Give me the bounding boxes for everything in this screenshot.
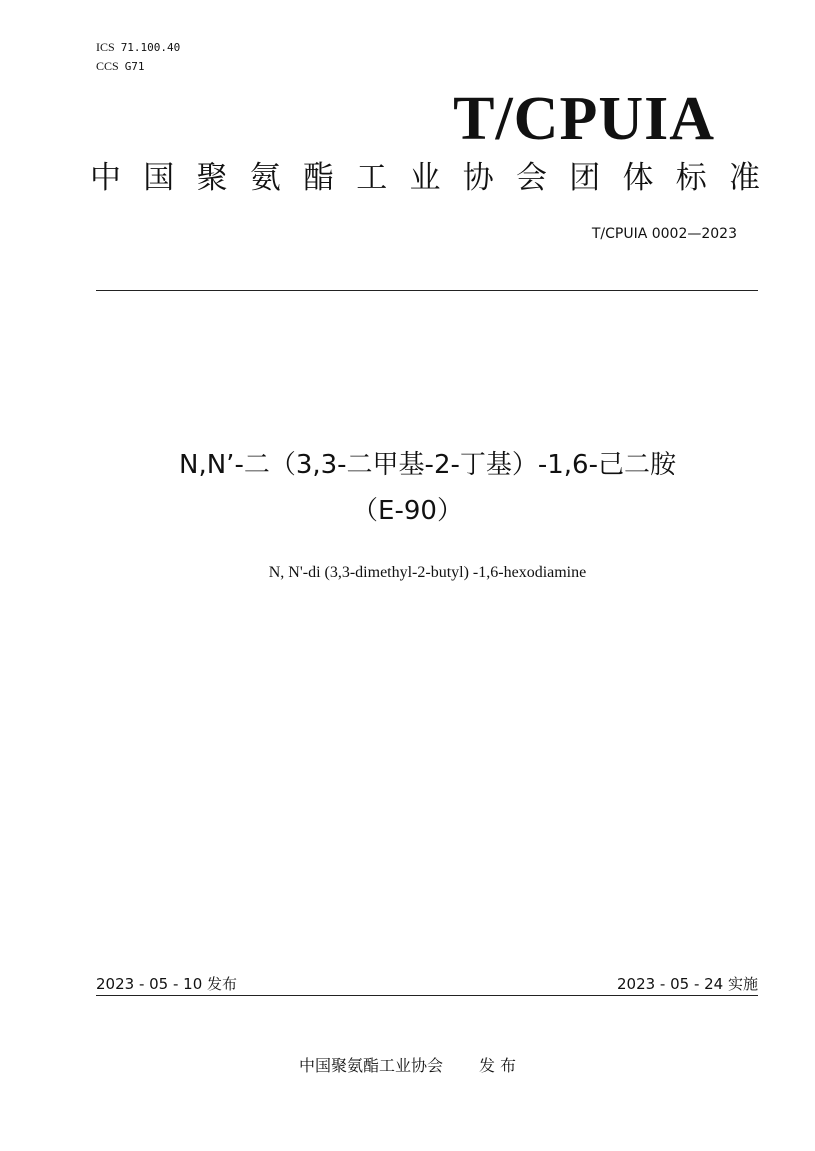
organization-standard-title [90,158,760,198]
org-char: 国 [143,160,175,196]
ics-value: 71.100.40 [120,41,181,54]
implementation-date: 2023 - 05 - 24 实施 [616,975,758,993]
org-char: 会 [516,160,547,196]
publish-date: 2023 - 05 - 10 发布 [96,975,238,993]
org-char: 氨 [249,160,281,196]
org-char: 聚 [196,160,228,196]
ics-label: ICS [96,40,115,54]
org-char: 体 [622,160,654,196]
org-char: 中 [90,160,121,196]
header-divider [96,290,758,291]
org-char: 业 [409,160,441,196]
org-char: 团 [569,160,601,196]
org-char: 工 [356,160,388,196]
publisher-name: 中国聚氨酯工业协会 [298,1056,443,1075]
org-char: 标 [675,160,707,196]
ccs-label: CCS [96,59,119,73]
publish-word: 发 布 [478,1056,517,1075]
document-title-english: N, N'-di (3,3-dimethyl-2-butyl) -1,6-hexodiamine [268,564,587,581]
document-title-chinese: N,N’-二（3,3-二甲基-2-丁基）-1,6-己二胺 [179,450,676,480]
org-char: 准 [729,160,760,196]
ics-line [96,40,180,55]
org-char: 酯 [303,160,334,196]
org-char: 协 [462,160,494,196]
footer-divider [96,995,758,996]
document-title-abbreviation: （E-90） [352,496,463,526]
ccs-line [96,59,145,74]
standard-brand: T/CPUIA [453,85,715,153]
ccs-value: G71 [124,60,145,73]
standard-number: T/CPUIA 0002—2023 [591,226,737,242]
publisher-line [0,1053,815,1076]
